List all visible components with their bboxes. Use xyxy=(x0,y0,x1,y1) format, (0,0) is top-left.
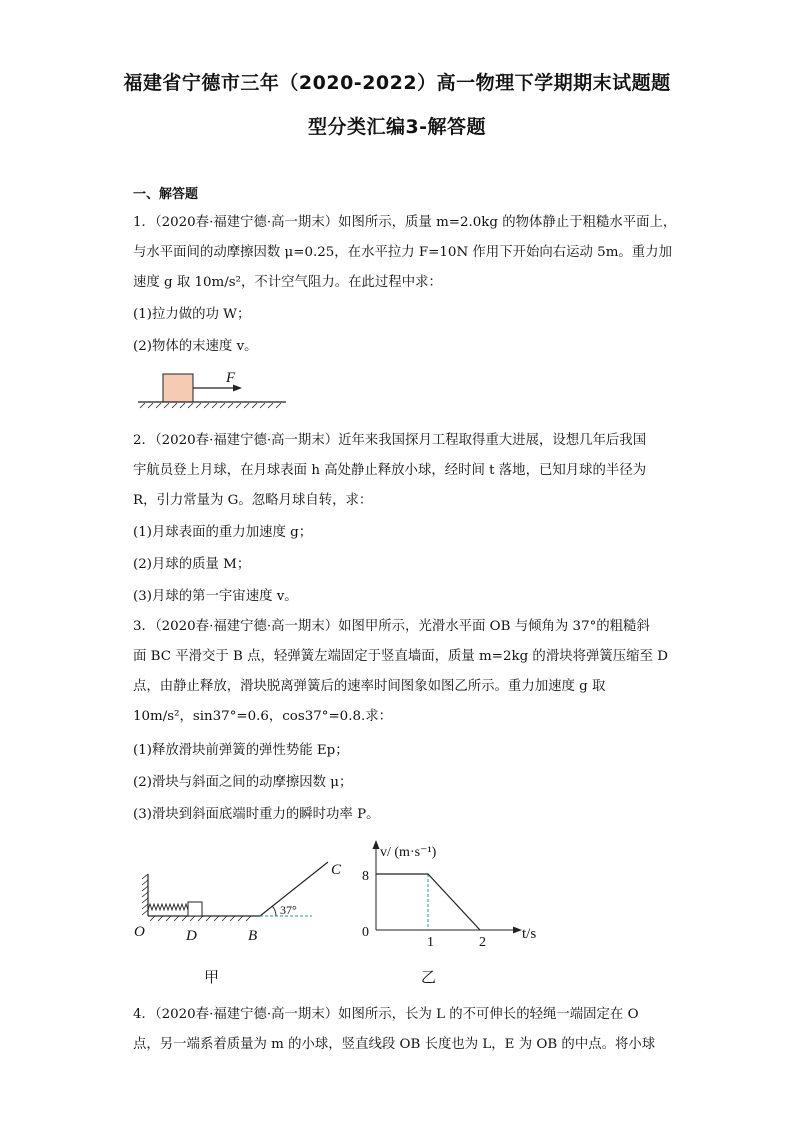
doc-title-line2: 型分类汇编3-解答题 xyxy=(307,116,487,138)
q3-figure-jia xyxy=(130,852,340,992)
slider-block xyxy=(188,902,202,916)
y-tick-label: 8 xyxy=(362,869,369,884)
doc-title-line1: 福建省宁德市三年（2020-2022）高一物理下学期期末试题题 xyxy=(123,72,671,94)
q1-line: 速度 g 取 10m/s²，不计空气阻力。在此过程中求： xyxy=(133,275,442,290)
q2-line: R，引力常量为 G。忽略月球自转，求： xyxy=(133,493,373,508)
label-O: O xyxy=(134,924,145,940)
q4-line: 4．（2020春·福建宁德·高一期末）如图所示，长为 L 的不可伸长的轻绳一端固定在 O xyxy=(133,1007,639,1022)
label-C: C xyxy=(331,862,342,878)
q3-sub: (2)滑块与斜面之间的动摩擦因数 μ； xyxy=(133,775,353,790)
q2-line: 2．（2020春·福建宁德·高一期末）近年来我国探月工程取得重大进展，设想几年后我国 xyxy=(133,433,647,448)
q1-figure xyxy=(136,366,296,414)
q3-line: 点，由静止释放，滑块脱离弹簧后的速率时间图象如图乙所示。重力加速度 g 取 xyxy=(133,679,606,694)
q3-sub: (1)释放滑块前弹簧的弹性势能 Ep； xyxy=(133,743,349,758)
q3-line: 10m/s²，sin37°=0.6，cos37°=0.8.求： xyxy=(133,709,393,724)
angle-arc xyxy=(273,906,277,916)
q2-sub: (1)月球表面的重力加速度 g； xyxy=(133,525,313,540)
q3-figure-yi xyxy=(354,834,544,992)
origin-label: 0 xyxy=(362,925,369,940)
q1-line: 与水平面间的动摩擦因数 μ=0.25，在水平拉力 F=10N 作用下开始向右运动 5m。重力加 xyxy=(133,245,672,260)
q3-line: 3．（2020春·福建宁德·高一期末）如图甲所示，光滑水平面 OB 与倾角为 37°的粗糙斜 xyxy=(133,619,650,634)
q3-line: 面 BC 平滑交于 B 点，轻弹簧左端固定于竖直墙面，质量 m=2kg 的滑块将弹簧压缩至 D xyxy=(133,649,668,664)
caption-yi: 乙 xyxy=(421,970,437,986)
caption-jia: 甲 xyxy=(204,970,220,986)
q3-sub: (3)滑块到斜面底端时重力的瞬时功率 P。 xyxy=(133,807,380,822)
floor-hatch xyxy=(150,916,251,921)
section-heading: 一、解答题 xyxy=(133,187,199,202)
force-label: F xyxy=(226,370,236,386)
angle-label: 37° xyxy=(280,903,297,917)
q4-line: 点，另一端系着质量为 m 的小球，竖直线段 OB 长度也为 L，E 为 OB 的中点。将小球 xyxy=(133,1037,656,1052)
wall-hatch xyxy=(142,874,148,915)
spring xyxy=(148,904,188,910)
q2-sub: (3)月球的第一宇宙速度 v。 xyxy=(133,589,298,604)
label-D: D xyxy=(186,928,197,944)
label-B: B xyxy=(248,928,258,944)
x-axis-label: t/s xyxy=(522,926,537,942)
y-axis-label: v/ (m·s⁻¹) xyxy=(380,845,437,860)
ground-hatch xyxy=(140,403,281,408)
block xyxy=(163,374,193,402)
q1-sub: (1)拉力做的功 W； xyxy=(133,307,251,322)
q1-sub: (2)物体的末速度 v。 xyxy=(133,339,258,354)
x-arrow-icon xyxy=(513,927,522,934)
x-tick-label: 2 xyxy=(479,935,486,950)
q1-line: 1．（2020春·福建宁德·高一期末）如图所示，质量 m=2.0kg 的物体静止于粗糙水平面上， xyxy=(133,215,677,230)
q2-line: 宇航员登上月球，在月球表面 h 高处静止释放小球，经时间 t 落地，已知月球的半径为 xyxy=(133,463,647,478)
q2-sub: (2)月球的质量 M； xyxy=(133,557,251,572)
x-tick-label: 1 xyxy=(427,935,434,950)
y-arrow-icon xyxy=(373,840,380,849)
